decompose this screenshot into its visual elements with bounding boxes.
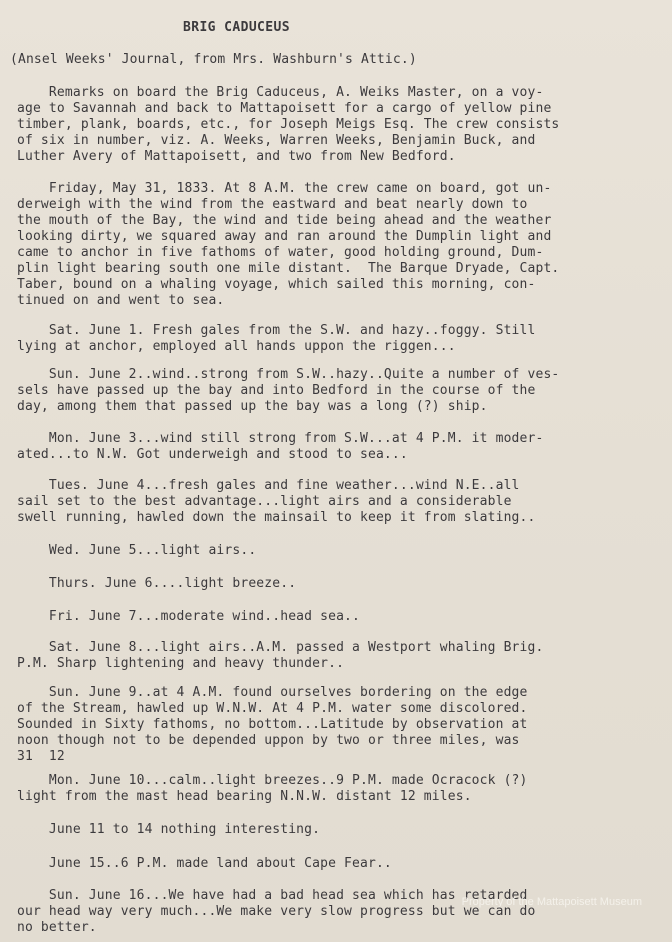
paragraph-june-1: Sat. June 1. Fresh gales from the S.W. and hazy..foggy. Still lying at anchor, employed all hands uppon the riggen... xyxy=(17,323,536,354)
paragraph-may-31: Friday, May 31, 1833. At 8 A.M. the crew came on board, got un- derweigh with the wind from the eastward and beat nearly down to the mouth of the Bay, the wind and tide being ahead and the weather looking dirty, we squared away and ran around the Dumplin light and came to anchor in five fathoms of water, good holding ground, Dum- plin light bearing south one mile distant. The Barque Dryade, Capt. Taber, bound on a whaling voyage, which sailed this morning, con- tinued on and went to sea. xyxy=(17,181,560,308)
paragraph-june-7: Fri. June 7...moderate wind..head sea.. xyxy=(17,609,360,624)
paragraph-june-3: Mon. June 3...wind still strong from S.W...at 4 P.M. it moder- ated...to N.W. Got underweigh and stood to sea... xyxy=(17,431,544,462)
paragraph-june-16: Sun. June 16...We have had a bad head sea which has retarded our head way very much...We make very slow progress but we can do no better. xyxy=(17,888,536,935)
document-title: BRIG CADUCEUS xyxy=(183,20,290,35)
paragraph-june-11-14: June 11 to 14 nothing interesting. xyxy=(17,822,321,837)
paragraph-june-10: Mon. June 10...calm..light breezes..9 P.M. made Ocracock (?) light from the mast head bearing N.N.W. distant 12 miles. xyxy=(17,773,528,804)
paragraph-june-6: Thurs. June 6....light breeze.. xyxy=(17,576,297,591)
paragraph-june-4: Tues. June 4...fresh gales and fine weather...wind N.E..all sail set to the best advantage...light airs and a considerable swell running, hawled down the mainsail to keep it from slating.. xyxy=(17,478,536,525)
paragraph-june-5: Wed. June 5...light airs.. xyxy=(17,543,257,558)
paragraph-june-2: Sun. June 2..wind..strong from S.W..hazy..Quite a number of ves- sels have passed up the bay and into Bedford in the course of the day, among them that passed up the bay was a long (?) ship. xyxy=(17,367,560,414)
paragraph-intro: Remarks on board the Brig Caduceus, A. Weiks Master, on a voy- age to Savannah and back to Mattapoisett for a cargo of yellow pine timber, plank, boards, etc., for Joseph Meigs Esq. The crew consists of six in number, viz. A. Weeks, Warren Weeks, Benjamin Buck, and Luther Avery of Mattapoisett, and two from New Bedford. xyxy=(17,85,560,164)
museum-watermark: Property of the Mattapoisett Museum xyxy=(461,896,642,908)
paragraph-june-9: Sun. June 9..at 4 A.M. found ourselves bordering on the edge of the Stream, hawled up W.N.W. At 4 P.M. water some discolored. Sounded in Sixty fathoms, no bottom...Latitude by observation at noon though not to be depended uppon by two or three miles, was 31 12 xyxy=(17,685,528,764)
document-subtitle: (Ansel Weeks' Journal, from Mrs. Washburn's Attic.) xyxy=(10,52,417,67)
paragraph-june-8: Sat. June 8...light airs..A.M. passed a Westport whaling Brig. P.M. Sharp lightening and heavy thunder.. xyxy=(17,640,544,671)
paragraph-june-15: June 15..6 P.M. made land about Cape Fear.. xyxy=(17,856,392,871)
